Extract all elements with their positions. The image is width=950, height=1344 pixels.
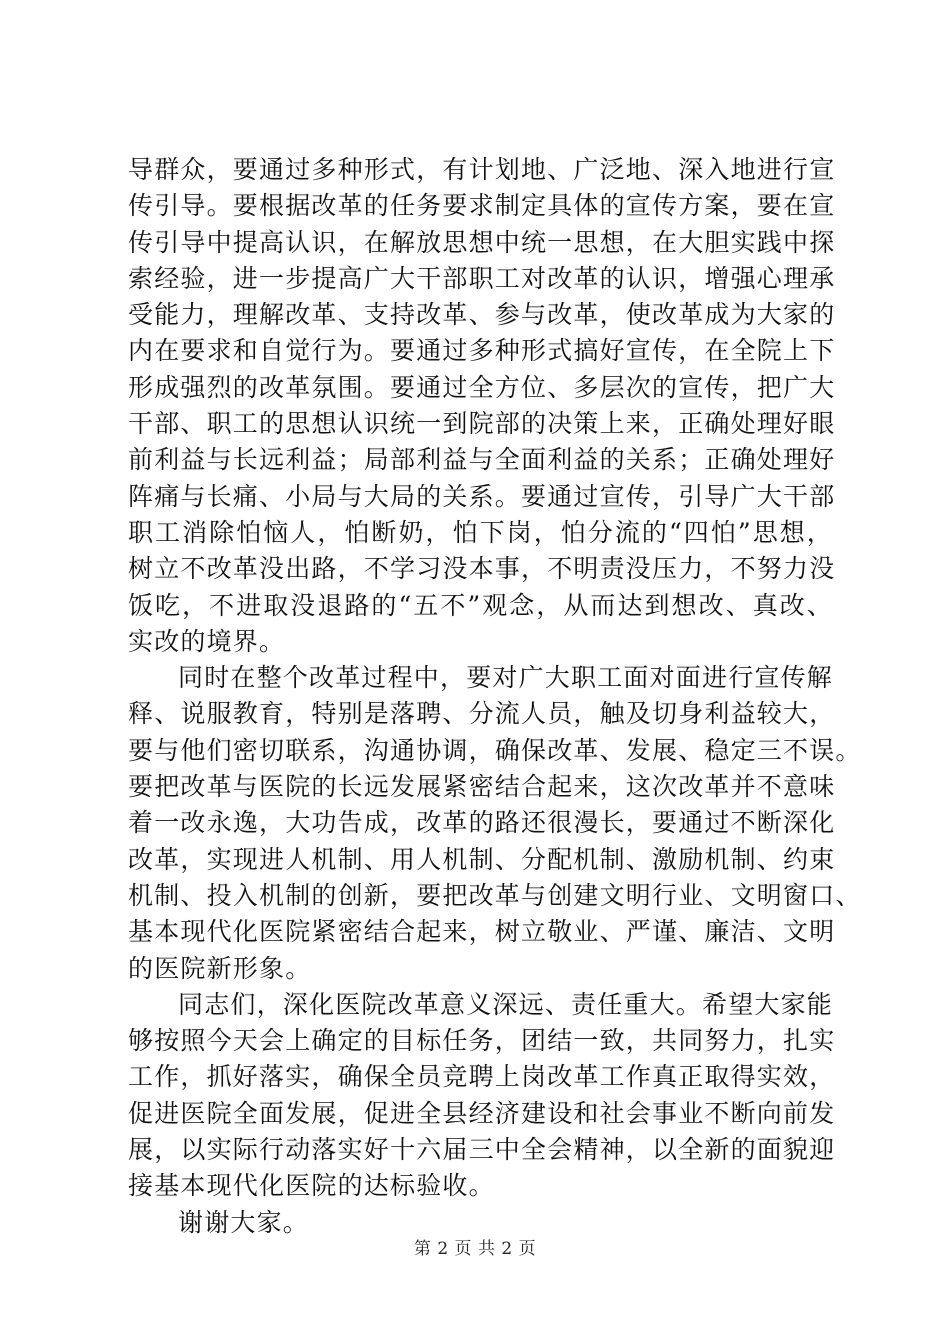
text-line: 饭吃，不进取没退路的“五不”观念，从而达到想改、真改、 <box>128 590 833 620</box>
text-line: 展，以实际行动落实好十六届三中全会精神，以全新的面貌迎 <box>128 1135 836 1165</box>
text-line: 阵痛与长痛、小局与大局的关系。要通过宣传，引导广大干部 <box>128 481 836 511</box>
text-line: 基本现代化医院紧密结合起来，树立敬业、严谨、廉洁、文明 <box>128 917 836 947</box>
text-line: 同志们，深化医院改革意义深远、责任重大。希望大家能 <box>178 989 834 1019</box>
text-line: 要与他们密切联系，沟通协调，确保改革、发展、稳定三不误。 <box>128 735 862 765</box>
text-line: 工作，抓好落实，确保全员竞聘上岗改革工作真正取得实效， <box>128 1062 836 1092</box>
text-line: 谢谢大家。 <box>178 1207 310 1237</box>
text-line: 受能力，理解改革、支持改革、参与改革，使改革成为大家的 <box>128 300 836 330</box>
text-line: 导群众，要通过多种形式，有计划地、广泛地、深入地进行宣 <box>128 155 836 184</box>
text-line: 内在要求和自觉行为。要通过多种形式搞好宣传，在全院上下 <box>128 336 836 366</box>
text-line: 着一改永逸，大功告成，改革的路还很漫长，要通过不断深化 <box>128 808 836 838</box>
text-line: 促进医院全面发展，促进全县经济建设和社会事业不断向前发 <box>128 1098 836 1128</box>
page-footer: 第 2 页 共 2 页 <box>413 1239 537 1259</box>
text-line: 够按照今天会上确定的目标任务，团结一致，共同努力，扎实 <box>128 1026 836 1056</box>
text-line: 要把改革与医院的长远发展紧密结合起来，这次改革并不意味 <box>128 772 836 802</box>
text-line: 形成强烈的改革氛围。要通过全方位、多层次的宣传，把广大 <box>128 372 836 402</box>
text-line: 索经验，进一步提高广大干部职工对改革的认识，增强心理承 <box>128 263 836 293</box>
text-line: 的医院新形象。 <box>128 953 312 983</box>
text-line: 释、说服教育，特别是落聘、分流人员，触及切身利益较大， <box>128 699 836 729</box>
text-line: 前利益与长远利益；局部利益与全面利益的关系；正确处理好 <box>128 445 836 475</box>
text-line: 同时在整个改革过程中，要对广大职工面对面进行宣传解 <box>178 663 834 693</box>
text-line: 实改的境界。 <box>128 626 286 656</box>
text-line: 接基本现代化医院的达标验收。 <box>128 1171 495 1201</box>
document-body <box>128 152 862 1241</box>
text-line: 传引导中提高认识，在解放思想中统一思想，在大胆实践中探 <box>128 227 836 257</box>
text-line: 传引导。要根据改革的任务要求制定具体的宣传方案，要在宣 <box>128 191 836 221</box>
text-line: 改革，实现进人机制、用人机制、分配机制、激励机制、约束 <box>128 844 836 874</box>
text-line: 机制、投入机制的创新，要把改革与创建文明行业、文明窗口、 <box>128 880 862 910</box>
text-line: 树立不改革没出路，不学习没本事，不明责没压力，不努力没 <box>128 554 836 584</box>
text-line: 干部、职工的思想认识统一到院部的决策上来，正确处理好眼 <box>128 409 836 439</box>
text-line: 职工消除怕恼人，怕断奶，怕下岗，怕分流的“四怕”思想， <box>128 517 833 547</box>
